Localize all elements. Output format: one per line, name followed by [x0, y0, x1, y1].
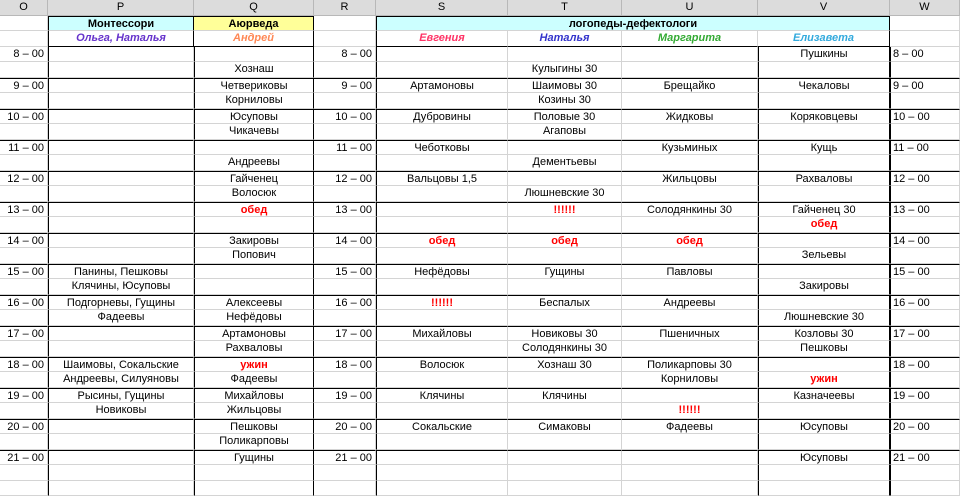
time-cell[interactable]: 11 – 00	[314, 140, 376, 156]
schedule-cell[interactable]	[376, 341, 508, 357]
time-cell[interactable]: 15 – 00	[0, 264, 48, 280]
schedule-cell[interactable]: Клячины, Юсуповы	[48, 279, 194, 295]
schedule-cell[interactable]	[758, 93, 890, 109]
schedule-cell[interactable]	[376, 465, 508, 481]
time-cell[interactable]	[314, 481, 376, 496]
schedule-cell[interactable]	[48, 93, 194, 109]
time-cell[interactable]	[0, 217, 48, 233]
schedule-cell[interactable]: Пешковы	[758, 341, 890, 357]
schedule-cell[interactable]: Беспалых	[508, 295, 622, 311]
time-cell[interactable]	[890, 403, 960, 419]
schedule-cell[interactable]	[622, 310, 758, 326]
schedule-cell[interactable]	[758, 295, 890, 311]
schedule-cell[interactable]: Фадеевы	[194, 372, 314, 388]
schedule-cell[interactable]: Новиковы	[48, 403, 194, 419]
time-cell[interactable]: 16 – 00	[890, 295, 960, 311]
schedule-cell[interactable]: Нефёдовы	[376, 264, 508, 280]
schedule-cell[interactable]: Чикачевы	[194, 124, 314, 140]
schedule-cell[interactable]: Кулыгины 30	[508, 62, 622, 78]
schedule-cell[interactable]: обед	[376, 233, 508, 249]
time-cell[interactable]	[314, 186, 376, 202]
schedule-cell[interactable]	[48, 47, 194, 63]
time-cell[interactable]: 14 – 00	[314, 233, 376, 249]
time-cell[interactable]: 20 – 00	[890, 419, 960, 435]
schedule-cell[interactable]	[622, 93, 758, 109]
schedule-cell[interactable]: Фадеевы	[622, 419, 758, 435]
schedule-cell[interactable]	[376, 372, 508, 388]
schedule-cell[interactable]	[48, 171, 194, 187]
schedule-cell[interactable]: Волосюк	[376, 357, 508, 373]
time-cell[interactable]: 17 – 00	[890, 326, 960, 342]
schedule-cell[interactable]	[48, 78, 194, 94]
schedule-cell[interactable]	[48, 155, 194, 171]
schedule-cell[interactable]	[622, 186, 758, 202]
time-cell[interactable]: 21 – 00	[890, 450, 960, 466]
time-cell[interactable]: 18 – 00	[0, 357, 48, 373]
schedule-cell[interactable]	[48, 465, 194, 481]
schedule-cell[interactable]	[622, 481, 758, 496]
schedule-cell[interactable]	[622, 434, 758, 450]
schedule-cell[interactable]: Жидковы	[622, 109, 758, 125]
time-cell[interactable]: 19 – 00	[314, 388, 376, 404]
time-cell[interactable]: 10 – 00	[314, 109, 376, 125]
schedule-cell[interactable]	[758, 434, 890, 450]
schedule-cell[interactable]: Фадеевы	[48, 310, 194, 326]
schedule-cell[interactable]: Михайловы	[376, 326, 508, 342]
schedule-cell[interactable]: Гущины	[194, 450, 314, 466]
schedule-cell[interactable]: Гущины	[508, 264, 622, 280]
time-cell[interactable]	[0, 481, 48, 496]
time-cell[interactable]	[890, 248, 960, 264]
schedule-cell[interactable]	[508, 47, 622, 63]
time-cell[interactable]: 10 – 00	[890, 109, 960, 125]
schedule-cell[interactable]	[376, 202, 508, 218]
time-cell[interactable]: 16 – 00	[0, 295, 48, 311]
schedule-cell[interactable]	[508, 140, 622, 156]
time-cell[interactable]	[890, 465, 960, 481]
schedule-cell[interactable]: !!!!!!	[508, 202, 622, 218]
schedule-cell[interactable]: Симаковы	[508, 419, 622, 435]
time-cell[interactable]	[890, 186, 960, 202]
schedule-cell[interactable]: Козловы 30	[758, 326, 890, 342]
schedule-cell[interactable]	[758, 481, 890, 496]
schedule-cell[interactable]: Юсуповы	[758, 450, 890, 466]
schedule-cell[interactable]: Кузьминых	[622, 140, 758, 156]
time-cell[interactable]: 15 – 00	[890, 264, 960, 280]
time-cell[interactable]: 15 – 00	[314, 264, 376, 280]
schedule-cell[interactable]: Хознаш 30	[508, 357, 622, 373]
schedule-cell[interactable]	[48, 109, 194, 125]
schedule-cell[interactable]: Попович	[194, 248, 314, 264]
time-cell[interactable]	[0, 403, 48, 419]
schedule-cell[interactable]	[376, 481, 508, 496]
schedule-cell[interactable]	[194, 264, 314, 280]
schedule-cell[interactable]: Андреевы	[622, 295, 758, 311]
schedule-cell[interactable]: Люшневские 30	[508, 186, 622, 202]
time-cell[interactable]	[890, 279, 960, 295]
column-header-q[interactable]: Q	[194, 0, 314, 16]
time-cell[interactable]	[314, 124, 376, 140]
schedule-cell[interactable]	[376, 93, 508, 109]
schedule-cell[interactable]: обед	[622, 233, 758, 249]
schedule-cell[interactable]	[622, 47, 758, 63]
time-cell[interactable]: 8 – 00	[890, 47, 960, 63]
time-cell[interactable]: 12 – 00	[890, 171, 960, 187]
schedule-cell[interactable]: Сокальские	[376, 419, 508, 435]
schedule-cell[interactable]: Пушкины	[758, 47, 890, 63]
schedule-cell[interactable]: Панины, Пешковы	[48, 264, 194, 280]
schedule-cell[interactable]	[48, 481, 194, 496]
schedule-cell[interactable]: Козины 30	[508, 93, 622, 109]
schedule-cell[interactable]: Клячины	[376, 388, 508, 404]
schedule-cell[interactable]: ужин	[194, 357, 314, 373]
schedule-cell[interactable]: Нефёдовы	[194, 310, 314, 326]
time-cell[interactable]: 11 – 00	[0, 140, 48, 156]
schedule-cell[interactable]	[758, 124, 890, 140]
schedule-cell[interactable]	[48, 62, 194, 78]
schedule-cell[interactable]: Закировы	[758, 279, 890, 295]
schedule-cell[interactable]: обед	[508, 233, 622, 249]
schedule-cell[interactable]: Люшневские 30	[758, 310, 890, 326]
schedule-cell[interactable]: Подгорневы, Гущины	[48, 295, 194, 311]
schedule-cell[interactable]	[48, 450, 194, 466]
schedule-cell[interactable]	[758, 233, 890, 249]
time-cell[interactable]	[314, 403, 376, 419]
schedule-cell[interactable]: обед	[194, 202, 314, 218]
time-cell[interactable]	[314, 248, 376, 264]
time-cell[interactable]	[0, 248, 48, 264]
schedule-cell[interactable]: Пешковы	[194, 419, 314, 435]
time-cell[interactable]	[0, 341, 48, 357]
schedule-cell[interactable]: Рахваловы	[194, 341, 314, 357]
schedule-cell[interactable]: Артамоновы	[376, 78, 508, 94]
schedule-cell[interactable]	[376, 403, 508, 419]
schedule-cell[interactable]	[376, 248, 508, 264]
schedule-cell[interactable]	[622, 155, 758, 171]
schedule-cell[interactable]	[622, 279, 758, 295]
schedule-cell[interactable]: Рахваловы	[758, 171, 890, 187]
cell-o-specialist[interactable]	[0, 31, 48, 47]
time-cell[interactable]: 14 – 00	[0, 233, 48, 249]
schedule-cell[interactable]: Дубровины	[376, 109, 508, 125]
time-cell[interactable]: 20 – 00	[0, 419, 48, 435]
time-cell[interactable]: 21 – 00	[0, 450, 48, 466]
schedule-cell[interactable]	[194, 279, 314, 295]
time-cell[interactable]: 11 – 00	[890, 140, 960, 156]
time-cell[interactable]	[890, 62, 960, 78]
schedule-cell[interactable]: Жильцовы	[194, 403, 314, 419]
schedule-cell[interactable]: Андреевы	[194, 155, 314, 171]
time-cell[interactable]: 9 – 00	[890, 78, 960, 94]
schedule-cell[interactable]	[622, 465, 758, 481]
schedule-cell[interactable]: Агаповы	[508, 124, 622, 140]
schedule-cell[interactable]: Четвериковы	[194, 78, 314, 94]
schedule-cell[interactable]	[376, 47, 508, 63]
time-cell[interactable]	[314, 155, 376, 171]
time-cell[interactable]	[890, 481, 960, 496]
schedule-cell[interactable]	[622, 217, 758, 233]
cell-w-group[interactable]	[890, 16, 960, 32]
time-cell[interactable]	[0, 62, 48, 78]
schedule-cell[interactable]	[48, 140, 194, 156]
schedule-cell[interactable]	[48, 341, 194, 357]
time-cell[interactable]	[0, 372, 48, 388]
schedule-cell[interactable]	[48, 326, 194, 342]
schedule-cell[interactable]: Рысины, Гущины	[48, 388, 194, 404]
schedule-cell[interactable]	[622, 62, 758, 78]
schedule-cell[interactable]	[48, 248, 194, 264]
time-cell[interactable]	[890, 124, 960, 140]
schedule-cell[interactable]	[48, 186, 194, 202]
time-cell[interactable]	[0, 186, 48, 202]
schedule-cell[interactable]: Солодянкины 30	[622, 202, 758, 218]
schedule-cell[interactable]	[758, 357, 890, 373]
schedule-cell[interactable]: Пшеничных	[622, 326, 758, 342]
time-cell[interactable]	[0, 155, 48, 171]
schedule-cell[interactable]: Юсуповы	[758, 419, 890, 435]
time-cell[interactable]: 19 – 00	[0, 388, 48, 404]
schedule-cell[interactable]: Поликарповы 30	[622, 357, 758, 373]
time-cell[interactable]: 12 – 00	[0, 171, 48, 187]
time-cell[interactable]: 13 – 00	[314, 202, 376, 218]
time-cell[interactable]	[314, 279, 376, 295]
cell-o-group[interactable]	[0, 16, 48, 32]
group-montessori[interactable]: Монтессори	[48, 16, 194, 32]
time-cell[interactable]: 18 – 00	[314, 357, 376, 373]
time-cell[interactable]: 12 – 00	[314, 171, 376, 187]
schedule-cell[interactable]	[508, 372, 622, 388]
time-cell[interactable]	[0, 465, 48, 481]
schedule-cell[interactable]	[508, 217, 622, 233]
group-ayurveda[interactable]: Аюрведа	[194, 16, 314, 32]
time-cell[interactable]	[890, 93, 960, 109]
schedule-cell[interactable]	[376, 450, 508, 466]
time-cell[interactable]: 18 – 00	[890, 357, 960, 373]
time-cell[interactable]	[890, 341, 960, 357]
schedule-cell[interactable]	[194, 481, 314, 496]
column-header-s[interactable]: S	[376, 0, 508, 16]
schedule-cell[interactable]: Чекаловы	[758, 78, 890, 94]
schedule-cell[interactable]: Гайченец 30	[758, 202, 890, 218]
specialist-v[interactable]: Елизавета	[758, 31, 890, 47]
time-cell[interactable]: 20 – 00	[314, 419, 376, 435]
time-cell[interactable]: 9 – 00	[0, 78, 48, 94]
schedule-cell[interactable]	[376, 310, 508, 326]
schedule-cell[interactable]	[758, 465, 890, 481]
schedule-cell[interactable]	[194, 47, 314, 63]
schedule-cell[interactable]: Брещайко	[622, 78, 758, 94]
schedule-cell[interactable]	[376, 155, 508, 171]
column-header-u[interactable]: U	[622, 0, 758, 16]
schedule-cell[interactable]: Клячины	[508, 388, 622, 404]
schedule-cell[interactable]: Закировы	[194, 233, 314, 249]
schedule-cell[interactable]	[508, 248, 622, 264]
schedule-cell[interactable]: Павловы	[622, 264, 758, 280]
column-header-p[interactable]: P	[48, 0, 194, 16]
schedule-cell[interactable]	[376, 279, 508, 295]
schedule-cell[interactable]: Поликарповы	[194, 434, 314, 450]
time-cell[interactable]	[0, 310, 48, 326]
schedule-cell[interactable]	[376, 217, 508, 233]
schedule-cell[interactable]	[48, 434, 194, 450]
schedule-cell[interactable]	[508, 450, 622, 466]
time-cell[interactable]	[314, 465, 376, 481]
time-cell[interactable]	[890, 372, 960, 388]
time-cell[interactable]	[890, 310, 960, 326]
schedule-cell[interactable]	[376, 124, 508, 140]
schedule-cell[interactable]	[508, 279, 622, 295]
group-logopedy[interactable]: логопеды-дефектологи	[376, 16, 890, 32]
time-cell[interactable]	[314, 341, 376, 357]
cell-w-specialist[interactable]	[890, 31, 960, 47]
time-cell[interactable]	[890, 155, 960, 171]
time-cell[interactable]	[0, 434, 48, 450]
schedule-cell[interactable]	[508, 310, 622, 326]
time-cell[interactable]	[890, 434, 960, 450]
schedule-cell[interactable]	[622, 388, 758, 404]
time-cell[interactable]	[314, 62, 376, 78]
time-cell[interactable]: 17 – 00	[0, 326, 48, 342]
time-cell[interactable]: 13 – 00	[890, 202, 960, 218]
schedule-cell[interactable]: Андреевы, Силуяновы	[48, 372, 194, 388]
schedule-cell[interactable]	[622, 341, 758, 357]
schedule-cell[interactable]: Юсуповы	[194, 109, 314, 125]
cell-r-group[interactable]	[314, 16, 376, 32]
schedule-cell[interactable]: Корниловы	[622, 372, 758, 388]
specialist-p[interactable]: Ольга, Наталья	[48, 31, 194, 47]
schedule-cell[interactable]: Коряковцевы	[758, 109, 890, 125]
schedule-cell[interactable]: Кущь	[758, 140, 890, 156]
schedule-cell[interactable]: Вальцовы 1,5	[376, 171, 508, 187]
time-cell[interactable]	[314, 310, 376, 326]
schedule-cell[interactable]	[376, 62, 508, 78]
schedule-cell[interactable]: Шаимовы, Сокальские	[48, 357, 194, 373]
schedule-cell[interactable]: Михайловы	[194, 388, 314, 404]
specialist-t[interactable]: Наталья	[508, 31, 622, 47]
schedule-cell[interactable]	[622, 450, 758, 466]
time-cell[interactable]: 17 – 00	[314, 326, 376, 342]
schedule-cell[interactable]	[48, 124, 194, 140]
schedule-cell[interactable]: Алексеевы	[194, 295, 314, 311]
time-cell[interactable]	[0, 279, 48, 295]
schedule-cell[interactable]: Артамоновы	[194, 326, 314, 342]
schedule-cell[interactable]: Солодянкины 30	[508, 341, 622, 357]
specialist-s[interactable]: Евгения	[376, 31, 508, 47]
schedule-cell[interactable]	[194, 140, 314, 156]
schedule-cell[interactable]	[758, 264, 890, 280]
schedule-cell[interactable]	[622, 248, 758, 264]
cell-r-specialist[interactable]	[314, 31, 376, 47]
time-cell[interactable]: 10 – 00	[0, 109, 48, 125]
schedule-cell[interactable]: Половые 30	[508, 109, 622, 125]
time-cell[interactable]	[314, 434, 376, 450]
schedule-cell[interactable]: обед	[758, 217, 890, 233]
schedule-cell[interactable]: Шаимовы 30	[508, 78, 622, 94]
time-cell[interactable]	[890, 217, 960, 233]
column-header-w[interactable]: W	[890, 0, 960, 16]
schedule-cell[interactable]: !!!!!!	[376, 295, 508, 311]
schedule-cell[interactable]: Корниловы	[194, 93, 314, 109]
column-header-r[interactable]: R	[314, 0, 376, 16]
schedule-cell[interactable]	[758, 403, 890, 419]
schedule-cell[interactable]: ужин	[758, 372, 890, 388]
schedule-cell[interactable]	[758, 62, 890, 78]
schedule-cell[interactable]: Казначеевы	[758, 388, 890, 404]
schedule-cell[interactable]	[194, 217, 314, 233]
specialist-u[interactable]: Маргарита	[622, 31, 758, 47]
schedule-cell[interactable]	[758, 186, 890, 202]
schedule-cell[interactable]: !!!!!!	[622, 403, 758, 419]
time-cell[interactable]: 21 – 00	[314, 450, 376, 466]
schedule-cell[interactable]	[194, 465, 314, 481]
schedule-cell[interactable]	[376, 186, 508, 202]
time-cell[interactable]	[0, 93, 48, 109]
column-header-v[interactable]: V	[758, 0, 890, 16]
schedule-cell[interactable]	[48, 233, 194, 249]
schedule-cell[interactable]: Жильцовы	[622, 171, 758, 187]
schedule-cell[interactable]	[48, 419, 194, 435]
schedule-cell[interactable]: Волосюк	[194, 186, 314, 202]
time-cell[interactable]: 14 – 00	[890, 233, 960, 249]
schedule-cell[interactable]: Гайченец	[194, 171, 314, 187]
schedule-cell[interactable]	[48, 217, 194, 233]
schedule-cell[interactable]	[376, 434, 508, 450]
schedule-cell[interactable]	[758, 155, 890, 171]
schedule-cell[interactable]: Зельевы	[758, 248, 890, 264]
schedule-cell[interactable]	[622, 124, 758, 140]
schedule-cell[interactable]: Чеботковы	[376, 140, 508, 156]
schedule-cell[interactable]	[508, 434, 622, 450]
time-cell[interactable]: 8 – 00	[0, 47, 48, 63]
time-cell[interactable]	[314, 93, 376, 109]
column-header-o[interactable]: O	[0, 0, 48, 16]
schedule-cell[interactable]	[508, 481, 622, 496]
time-cell[interactable]: 9 – 00	[314, 78, 376, 94]
time-cell[interactable]	[314, 217, 376, 233]
time-cell[interactable]: 16 – 00	[314, 295, 376, 311]
time-cell[interactable]: 13 – 00	[0, 202, 48, 218]
schedule-cell[interactable]	[508, 465, 622, 481]
time-cell[interactable]	[0, 124, 48, 140]
schedule-cell[interactable]: Дементьевы	[508, 155, 622, 171]
specialist-q[interactable]: Андрей	[194, 31, 314, 47]
schedule-cell[interactable]	[508, 403, 622, 419]
time-cell[interactable]: 8 – 00	[314, 47, 376, 63]
schedule-cell[interactable]: Новиковы 30	[508, 326, 622, 342]
column-header-t[interactable]: T	[508, 0, 622, 16]
time-cell[interactable]: 19 – 00	[890, 388, 960, 404]
time-cell[interactable]	[314, 372, 376, 388]
schedule-cell[interactable]	[508, 171, 622, 187]
schedule-cell[interactable]: Хознаш	[194, 62, 314, 78]
schedule-cell[interactable]	[48, 202, 194, 218]
